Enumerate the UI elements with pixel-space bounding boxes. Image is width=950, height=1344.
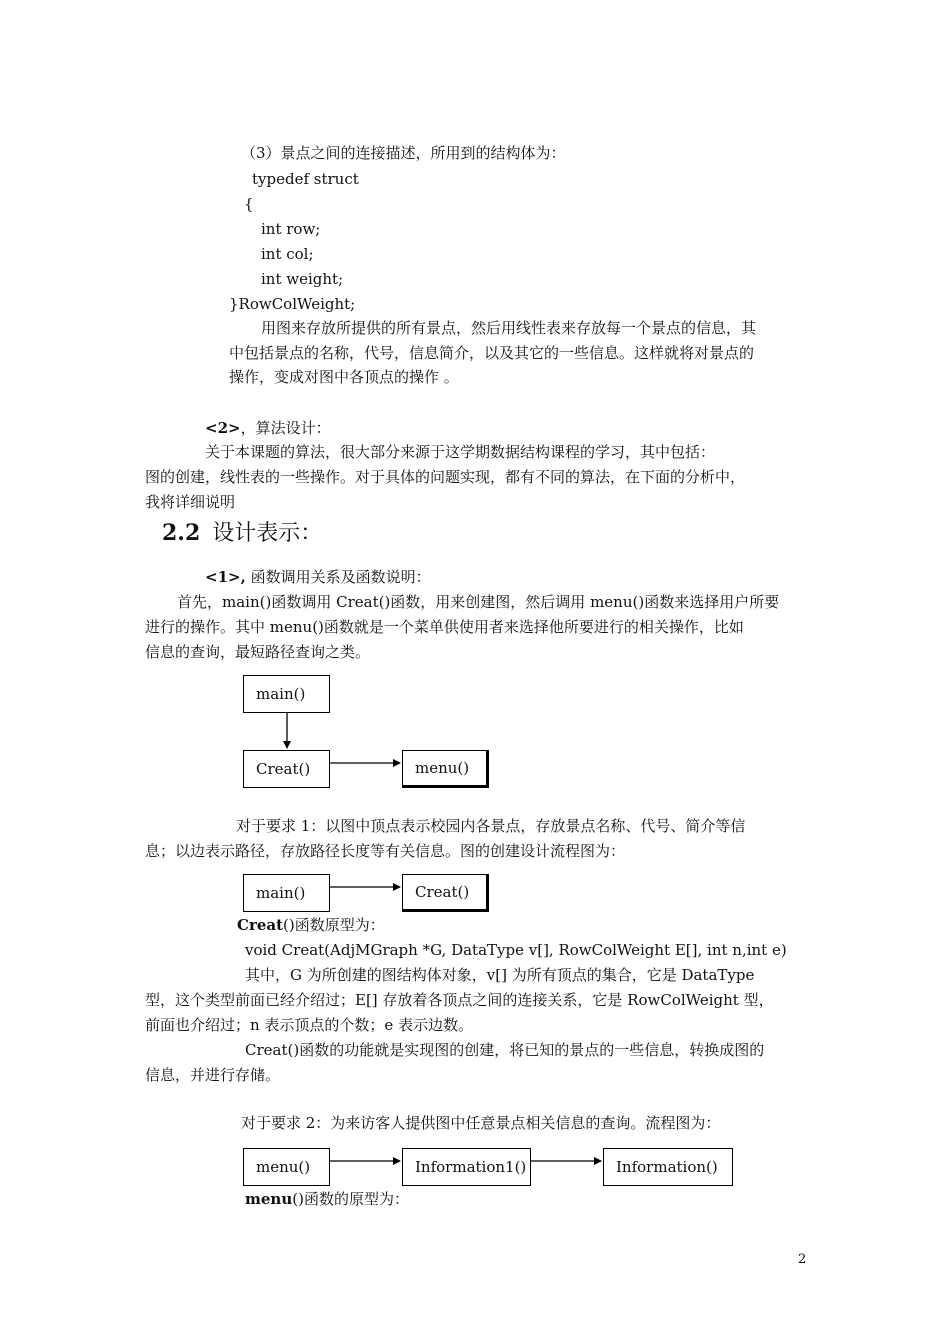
- paragraph-line: 其中，G 为所创建的图结构体对象，v[] 为所有顶点的集合，它是 DataType: [245, 966, 755, 984]
- creat-signature: void Creat(AdjMGraph *G, DataType v[], RowColWeight E[], int n,int e): [245, 941, 787, 959]
- section-number: 2.2: [162, 520, 201, 546]
- menu-proto-name: menu: [245, 1190, 293, 1208]
- paragraph-line: 中包括景点的名称，代号，信息简介，以及其它的一些信息。这样就将对景点的: [229, 344, 755, 362]
- code-line: int row;: [261, 220, 321, 238]
- paragraph-line: 对于要求 1：以图中顶点表示校园内各景点，存放景点名称、代号、简介等信: [236, 817, 746, 835]
- paragraph-line: 图的创建，线性表的一些操作。对于具体的问题实现，都有不同的算法，在下面的分析中，: [145, 468, 746, 486]
- paragraph-line: 前面也介绍过；n 表示顶点的个数；e 表示边数。: [145, 1016, 474, 1034]
- flow-box-creat: Creat(): [243, 750, 330, 788]
- paragraph-line: 首先，main()函数调用 Creat()函数，用来创建图，然后调用 menu()函数来选择用户所要: [177, 593, 780, 611]
- flow-box-menu: menu(): [243, 1148, 330, 1186]
- paragraph-line: 操作，变成对图中各顶点的操作 。: [229, 368, 459, 386]
- flow-box-menu: menu(): [402, 750, 489, 788]
- algo-heading-text: ，算法设计：: [240, 419, 331, 437]
- paragraph-line: 用图来存放所提供的所有景点，然后用线性表来存放每一个景点的信息，其: [261, 319, 757, 337]
- menu-proto-text: ()函数的原型为：: [292, 1190, 409, 1208]
- code-line: int weight;: [261, 270, 344, 288]
- page-number: 2: [798, 1252, 807, 1267]
- code-line: {: [244, 195, 254, 213]
- paragraph-line: 型，这个类型前面已经介绍过；E[] 存放着各顶点之间的连接关系，它是 RowColWeight 型，: [145, 991, 774, 1009]
- calls-heading-number: <1>,: [205, 568, 246, 586]
- code-line: int col;: [261, 245, 314, 263]
- paragraph-line: 信息，并进行存储。: [145, 1066, 281, 1084]
- flow-box-creat: Creat(): [402, 874, 489, 912]
- flow-box-main: main(): [243, 675, 330, 713]
- section-title: 设计表示：: [212, 521, 323, 546]
- paragraph-line: 我将详细说明: [145, 493, 236, 511]
- paragraph-line: Creat()函数的功能就是实现图的创建，将已知的景点的一些信息，转换成图的: [245, 1041, 765, 1059]
- code-line: }RowColWeight;: [229, 295, 356, 313]
- creat-proto-name: Creat: [237, 916, 284, 934]
- flow-box-information1: Information1(): [402, 1148, 531, 1186]
- flow-box-main: main(): [243, 874, 330, 912]
- paragraph-line: 对于要求 2：为来访客人提供图中任意景点相关信息的查询。流程图为：: [241, 1114, 721, 1132]
- paragraph-line: 息；以边表示路径，存放路径长度等有关信息。图的创建设计流程图为：: [145, 842, 626, 860]
- algo-heading-number: <2>: [205, 419, 241, 437]
- struct-intro: （3）景点之间的连接描述，所用到的结构体为：: [241, 144, 566, 162]
- creat-proto-text: ()函数原型为：: [283, 916, 385, 934]
- flow-box-information: Information(): [603, 1148, 733, 1186]
- code-line: typedef struct: [252, 170, 359, 188]
- paragraph-line: 关于本课题的算法，很大部分来源于这学期数据结构课程的学习，其中包括：: [205, 443, 716, 461]
- calls-heading-text: 函数调用关系及函数说明：: [245, 568, 431, 586]
- paragraph-line: 进行的操作。其中 menu()函数就是一个菜单供使用者来选择他所要进行的相关操作，比如: [145, 618, 744, 636]
- paragraph-line: 信息的查询，最短路径查询之类。: [145, 643, 371, 661]
